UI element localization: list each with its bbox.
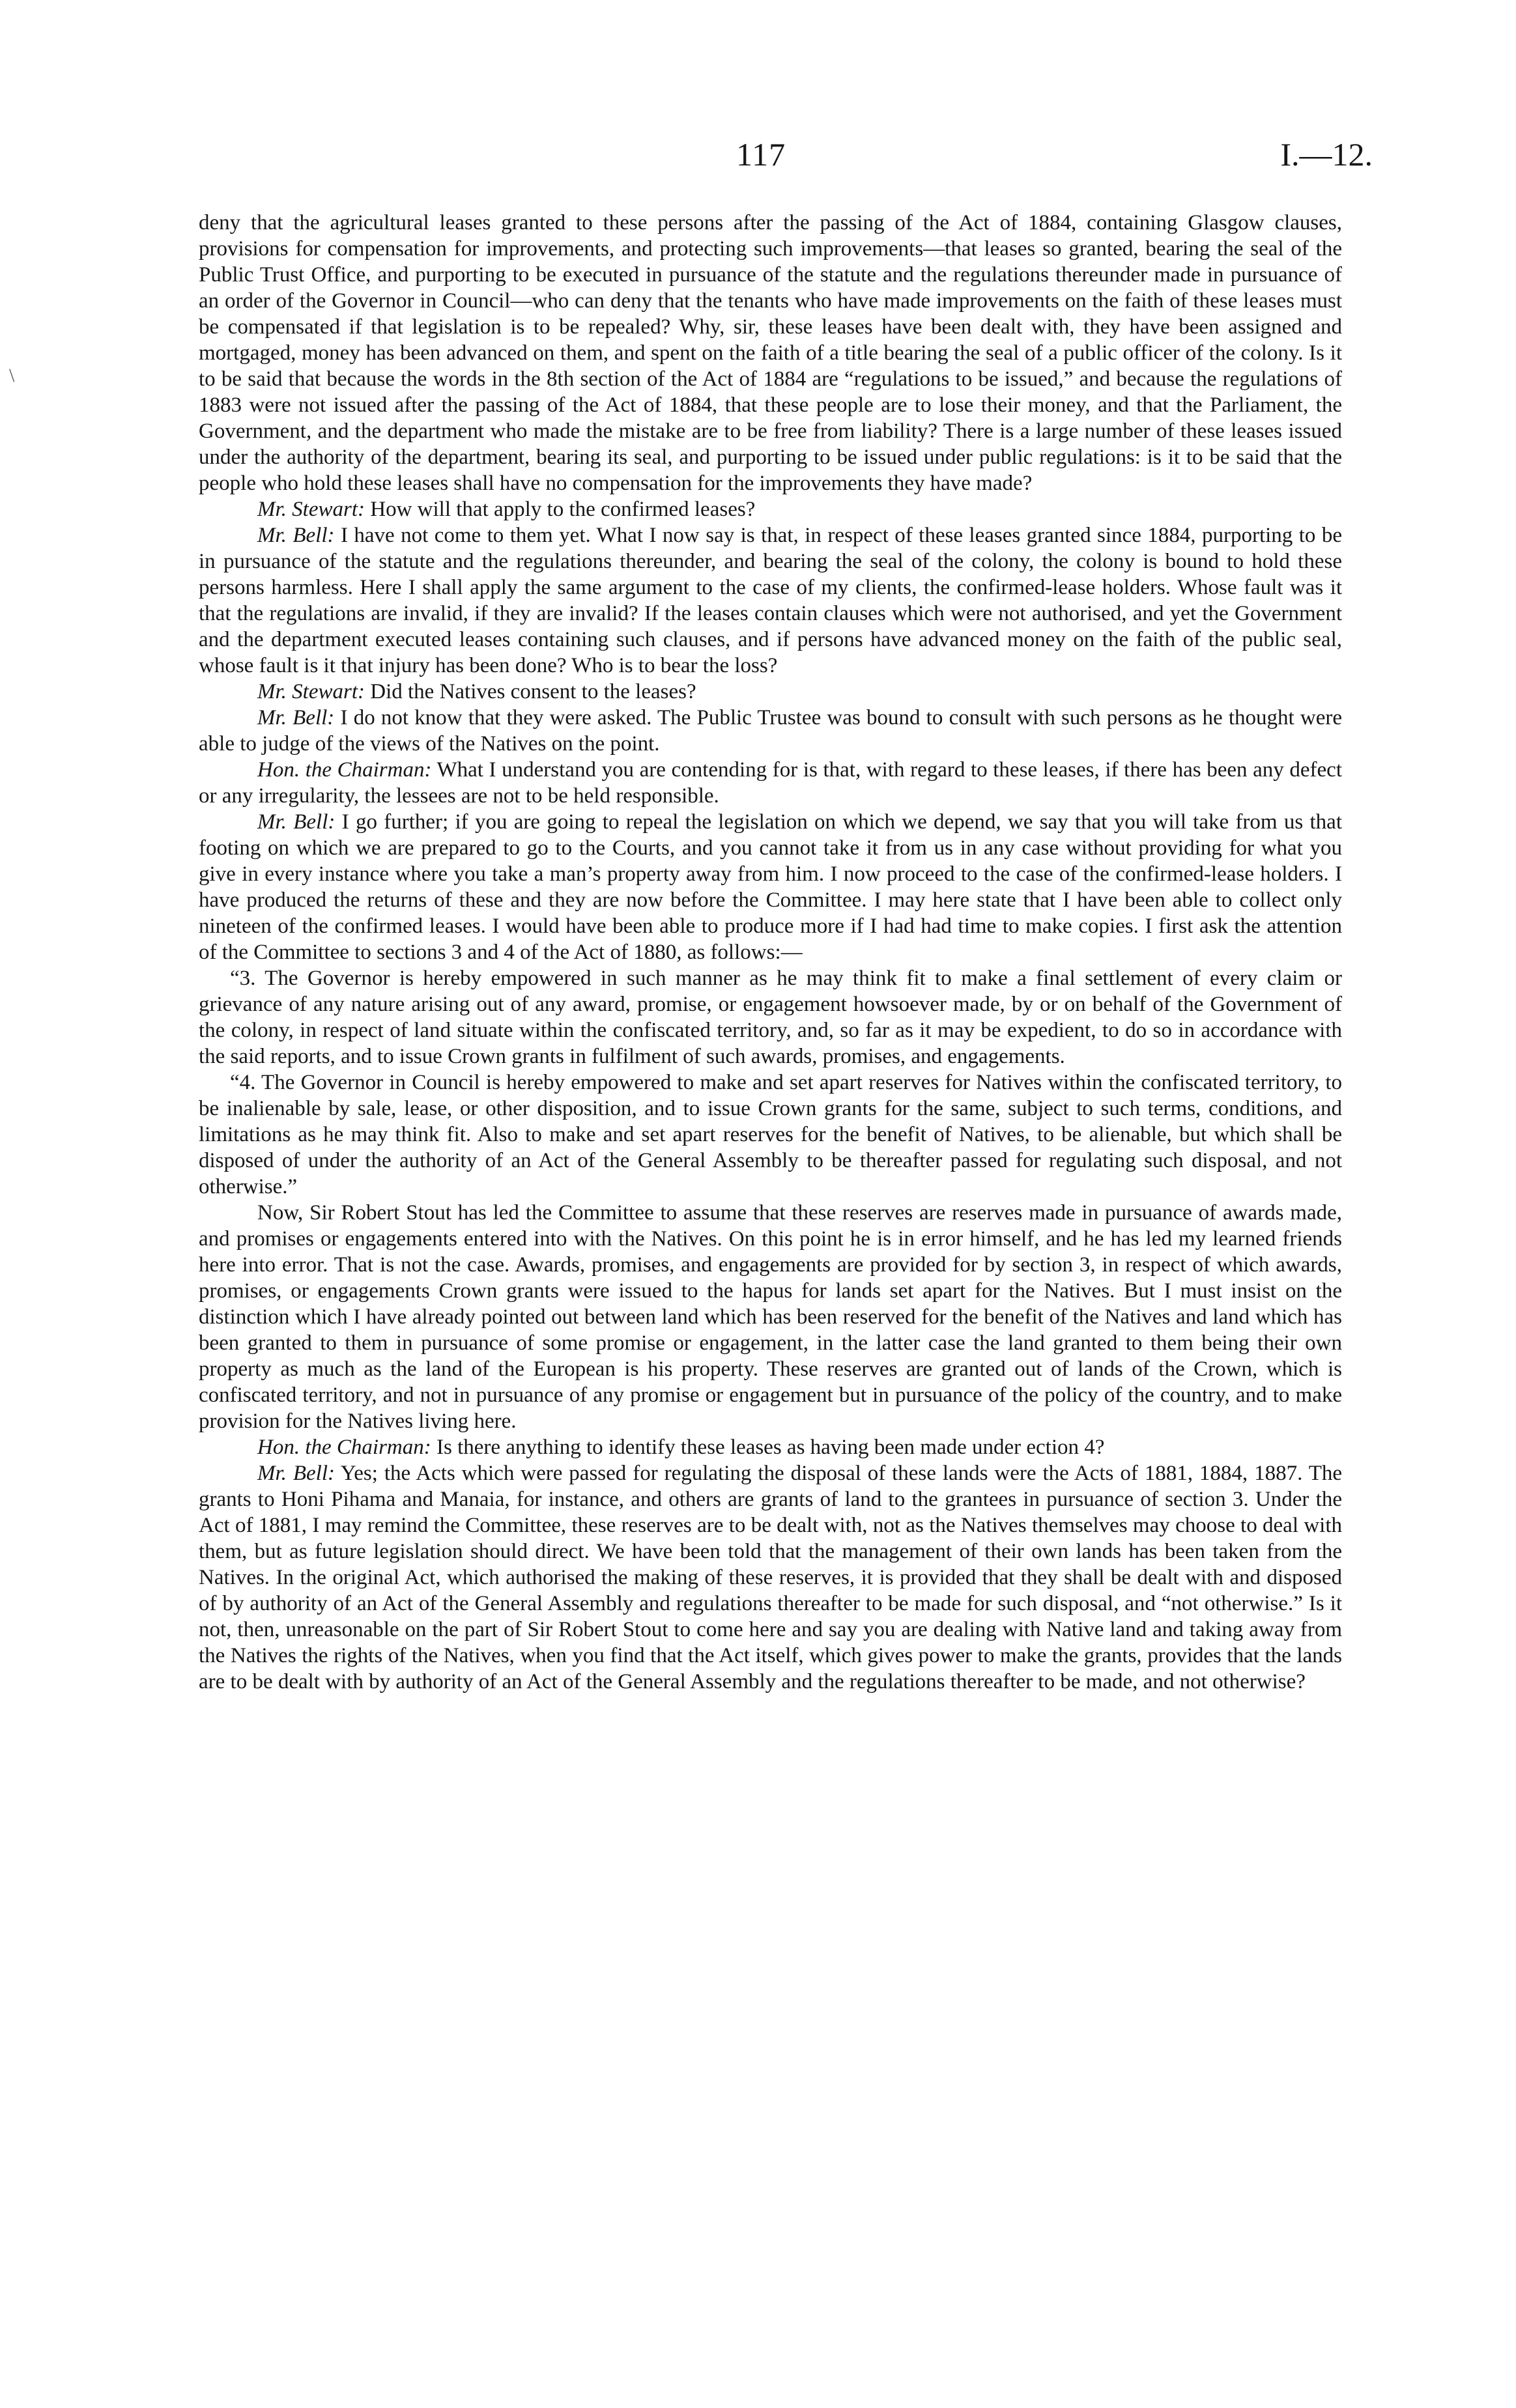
speaker-name: Mr. Bell: xyxy=(257,1462,335,1485)
paragraph-text: Is there anything to identify these leases as having been made under ection 4? xyxy=(436,1436,1105,1459)
paragraph xyxy=(199,1460,1342,1695)
speaker-name: Mr. Stewart: xyxy=(257,498,365,521)
document-reference: I.—12. xyxy=(1280,136,1373,173)
paragraph-text: I do not know that they were asked. The Public Trustee was bound to consult with such persons as he thought were able to judge of the views of the Natives on the point. xyxy=(199,706,1342,756)
paragraph xyxy=(199,1200,1342,1434)
paragraph xyxy=(199,496,1342,522)
quoted-section xyxy=(199,965,1342,1069)
paragraph xyxy=(199,210,1342,496)
paragraph xyxy=(199,809,1342,965)
paragraph xyxy=(199,1434,1342,1460)
paragraph-text: Yes; the Acts which were passed for regulating the disposal of these lands were the Acts of 1881, 1884, 1887. The grants to Honi Pihama and Manaia, for instance, and others are grants of land to the grantees in pursuance of section 3. Under the Act of 1881, I may remind the Committee, these reserves are to be dealt with, not as the Natives themselves may choose to deal with them, but as future legislation should direct. We have been told that the management of their own lands has been taken from the Natives. In the original Act, which authorised the making of these reserves, it is provided that they shall be dealt with and disposed of by authority of an Act of the General Assembly and regulations thereafter to be made for such disposal, and “not otherwise.” Is it not, then, unreasonable on the part of Sir Robert Stout to come here and say you are dealing with Native land and taking away from the Natives the rights of the Natives, when you find that the Act itself, which gives power to make the grants, provides that the lands are to be dealt with by authority of an Act of the General Assembly and the regulations thereafter to be made, and not otherwise? xyxy=(199,1462,1343,1693)
paragraph-text: deny that the agricultural leases granted to these persons after the passing of the Act of 1884, containing Glasgow clauses, provisions for compensation for improvements, and protecting such improvements—that leases so granted, bearing the seal of the Public Trust Office, and purporting to be executed in pursuance of the statute and the regulations thereunder made in pursuance of an order of the Governor in Council—who can deny that the tenants who have made improvements on the faith of these leases must be compensated if that legislation is to be repealed? Why, sir, these leases have been dealt with, they have been assigned and mortgaged, money has been advanced on them, and spent on the faith of a title bearing the seal of a public officer of the colony. Is it to be said that because the words in the 8th section of the Act of 1884 are “regulations to be issued,” and because the regulations of 1883 were not issued after the passing of the Act of 1884, that these people are to lose their money, and that the Parliament, the Government, and the department who made the mistake are to be free from liability? There is a large number of these leases issued under the authority of the department, bearing its seal, and purporting to be issued under public regulations: is it to be said that the people who hold these leases shall have no compensation for the improvements they have made? xyxy=(199,211,1342,495)
paragraph-text: What I understand you are contending for is that, with regard to these leases, if there has been any defect or any irregularity, the lessees are not to be held responsible. xyxy=(199,758,1343,808)
page-header xyxy=(0,135,1516,181)
speaker-name: Mr. Bell: xyxy=(257,524,335,547)
quoted-section xyxy=(199,1069,1342,1200)
paragraph xyxy=(199,757,1342,809)
paragraph-text: “3. The Governor is hereby empowered in such manner as he may think fit to make a final settlement of every claim or grievance of any nature arising out of any award, promise, or engagement howsoever made, by or on behalf of the Government of the colony, in respect of land situate within the confiscated territory, and, so far as it may be expedient, to do so in accordance with the said reports, and to issue Crown grants in fulfilment of such awards, promises, and engagements. xyxy=(199,967,1342,1068)
margin-mark: \ xyxy=(9,365,15,386)
paragraph xyxy=(199,679,1342,705)
speaker-name: Mr. Stewart: xyxy=(257,680,365,703)
paragraph-text: Now, Sir Robert Stout has led the Committee to assume that these reserves are reserves made in pursuance of awards made, and promises or engagements entered into with the Natives. On this point he is in error himself, and he has led my learned friends here into error. That is not the case. Awards, promises, and engagements are provided for by section 3, in respect of which awards, promises, or engagements Crown grants were issued to the hapus for lands set apart for the Natives. But I must insist on the distinction which I have already pointed out between land which has been reserved for the benefit of the Natives and land which has been granted to them in pursuance of some promise or engagement, in the latter case the land granted to them being their own property as much as the land of the European is his property. These reserves are granted out of lands of the Crown, which is confiscated territory, and not in pursuance of any promise or engagement but in pursuance of the policy of the country, and to make provision for the Natives living here. xyxy=(199,1201,1342,1433)
speaker-name: Hon. the Chairman: xyxy=(257,758,432,782)
paragraph-text: Did the Natives consent to the leases? xyxy=(370,680,696,703)
paragraph-text: I go further; if you are going to repeal the legislation on which we depend, we say that you will take from us that footing on which we are prepared to go to the Courts, and you cannot take it from us in any case without providing for what you give in every instance where you take a man’s property away from him. I now proceed to the case of the confirmed-lease holders. I have produced the returns of these and they are now before the Committee. I may here state that I have been able to collect only nineteen of the confirmed leases. I would have been able to produce more if I had had time to make copies. I first ask the attention of the Committee to sections 3 and 4 of the Act of 1880, as follows:— xyxy=(199,810,1342,964)
paragraph xyxy=(199,705,1342,757)
body-text xyxy=(199,210,1342,1695)
paragraph xyxy=(199,522,1342,679)
paragraph-text: I have not come to them yet. What I now say is that, in respect of these leases granted since 1884, purporting to be in pursuance of the statute and the regulations thereunder, and bearing the seal of the colony, the colony is bound to hold these persons harmless. Here I shall apply the same argument to the case of my clients, the confirmed-lease holders. Whose fault was it that the regulations are invalid, if they are invalid? If the leases contain clauses which were not authorised, and yet the Government and the department executed leases containing such clauses, and if persons have advanced money on the faith of the public seal, whose fault is it that injury has been done? Who is to bear the loss? xyxy=(199,524,1343,677)
speaker-name: Mr. Bell: xyxy=(257,706,335,729)
speaker-name: Mr. Bell: xyxy=(257,810,336,834)
page-number: 117 xyxy=(736,136,786,173)
paragraph-text: How will that apply to the confirmed leases? xyxy=(370,498,756,521)
paragraph-text: “4. The Governor in Council is hereby empowered to make and set apart reserves for Natives within the confiscated territory, to be inalienable by sale, lease, or other disposition, and to issue Crown grants for the same, subject to such terms, conditions, and limitations as he may think fit. Also to make and set apart reserves for the benefit of Natives, to be alienable, but which shall be disposed of under the authority of an Act of the General Assembly to be thereafter passed for regulating such disposal, and not otherwise.” xyxy=(199,1071,1342,1198)
speaker-name: Hon. the Chairman: xyxy=(257,1436,431,1459)
